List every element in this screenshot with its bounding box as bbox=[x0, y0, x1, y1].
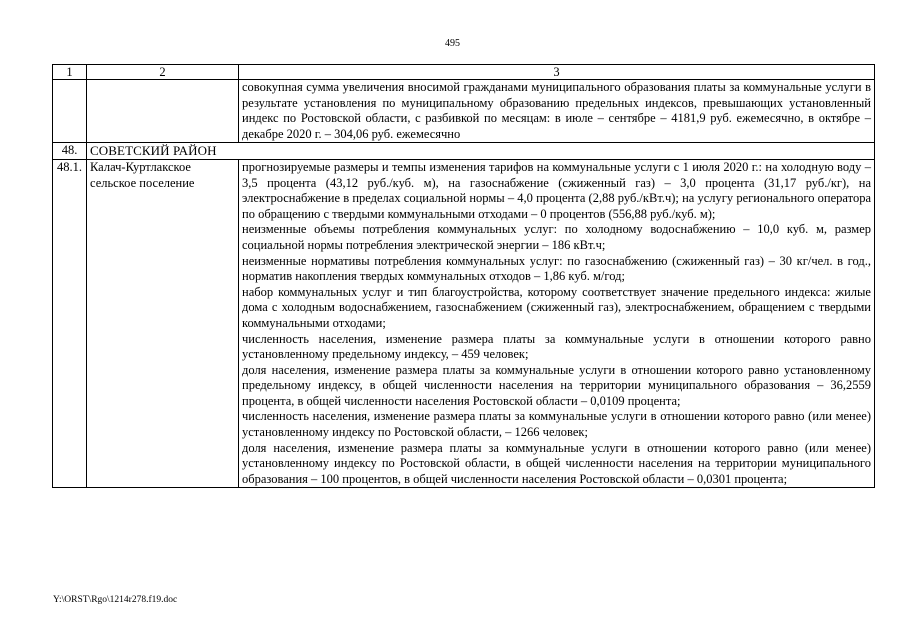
entry-name: Калач-Куртлакское сельское поселение bbox=[87, 159, 239, 487]
document-table bbox=[52, 64, 875, 488]
entry-paragraph: доля населения, изменение размера платы за коммунальные услуги в отношении которого равно (или менее) установленному индексу по Ростовской области, в общей численности населения на территории муниципального образования – 100 процентов, в общей численности населения Ростовской области – 0,0301 процента; bbox=[242, 440, 871, 486]
section-row bbox=[53, 143, 875, 160]
entry-number: 48.1. bbox=[53, 159, 87, 487]
continuation-number-cell bbox=[53, 80, 87, 143]
footer-file-path: Y:\ORST\Rgo\1214r278.f19.doc bbox=[53, 595, 178, 605]
column-header-3: 3 bbox=[239, 65, 875, 80]
entry-paragraph: численность населения, изменение размера платы за коммунальные услуги в отношении которого равно (или менее) установленному индексу по Ростовской области, – 1266 человек; bbox=[242, 409, 871, 440]
section-number: 48. bbox=[53, 143, 87, 160]
section-title: СОВЕТСКИЙ РАЙОН bbox=[87, 143, 875, 160]
continuation-paragraph: совокупная сумма увеличения вносимой гражданами муниципального образования платы за коммунальные услуги в результате установления по муниципальному образованию предельных индексов, превышающих установленный индекс по Ростовской области, с разбивкой по месяцам: в июле – сентябре – 4181,9 руб. ежемесячно, в октябре – декабре 2020 г. – 304,06 руб. ежемесячно bbox=[242, 80, 871, 141]
entry-paragraph: набор коммунальных услуг и тип благоустройства, которому соответствует значение предельного индекса: жилые дома с холодным водоснабжением, газоснабжением (сжиженный газ), электроснабжением, обращением с твердыми коммунальными отходами; bbox=[242, 284, 871, 330]
column-header-2: 2 bbox=[87, 65, 239, 80]
continuation-name-cell bbox=[87, 80, 239, 143]
entry-paragraph: неизменные нормативы потребления коммунальных услуг: по газоснабжению (сжиженный газ) – 30 кг/чел. в год., норматив накопления твердых коммунальных отходов – 1,86 куб. м/год; bbox=[242, 253, 871, 284]
entry-paragraph: неизменные объемы потребления коммунальных услуг: по холодному водоснабжению – 10,0 куб. м, размер социальной нормы потребления электрической энергии – 186 кВт.ч; bbox=[242, 222, 871, 252]
entry-paragraph: прогнозируемые размеры и темпы изменения тарифов на коммунальные услуги с 1 июля 2020 г.: на холодную воду – 3,5 процента (43,12 руб./куб. м), на газоснабжение (сжиженный газ) – 3,0 процента (31,17 руб./кг), на электроснабжение в пределах социальной нормы – 4,0 процента (2,88 руб./кВт.ч); на услугу регионального оператора по обращению с твердыми коммунальными отходами – 0 процентов (556,88 руб./куб. м); bbox=[242, 159, 871, 221]
continuation-row bbox=[53, 80, 875, 143]
page-number: 495 bbox=[445, 38, 460, 49]
entry-paragraph: численность населения, изменение размера платы за коммунальные услуги в отношении которого равно установленному предельному индексу, – 459 человек; bbox=[242, 331, 871, 362]
column-header-row bbox=[53, 65, 875, 80]
entry-details bbox=[239, 159, 875, 487]
entry-row bbox=[53, 159, 875, 487]
column-header-1: 1 bbox=[53, 65, 87, 80]
continuation-text-cell bbox=[239, 80, 875, 143]
entry-paragraph: доля населения, изменение размера платы за коммунальные услуги в отношении которого равно установленному предельному индексу, в общей численности населения на территории муниципального образования – 36,2559 процента, в общей численности населения Ростовской области – 0,0109 процента; bbox=[242, 362, 871, 408]
